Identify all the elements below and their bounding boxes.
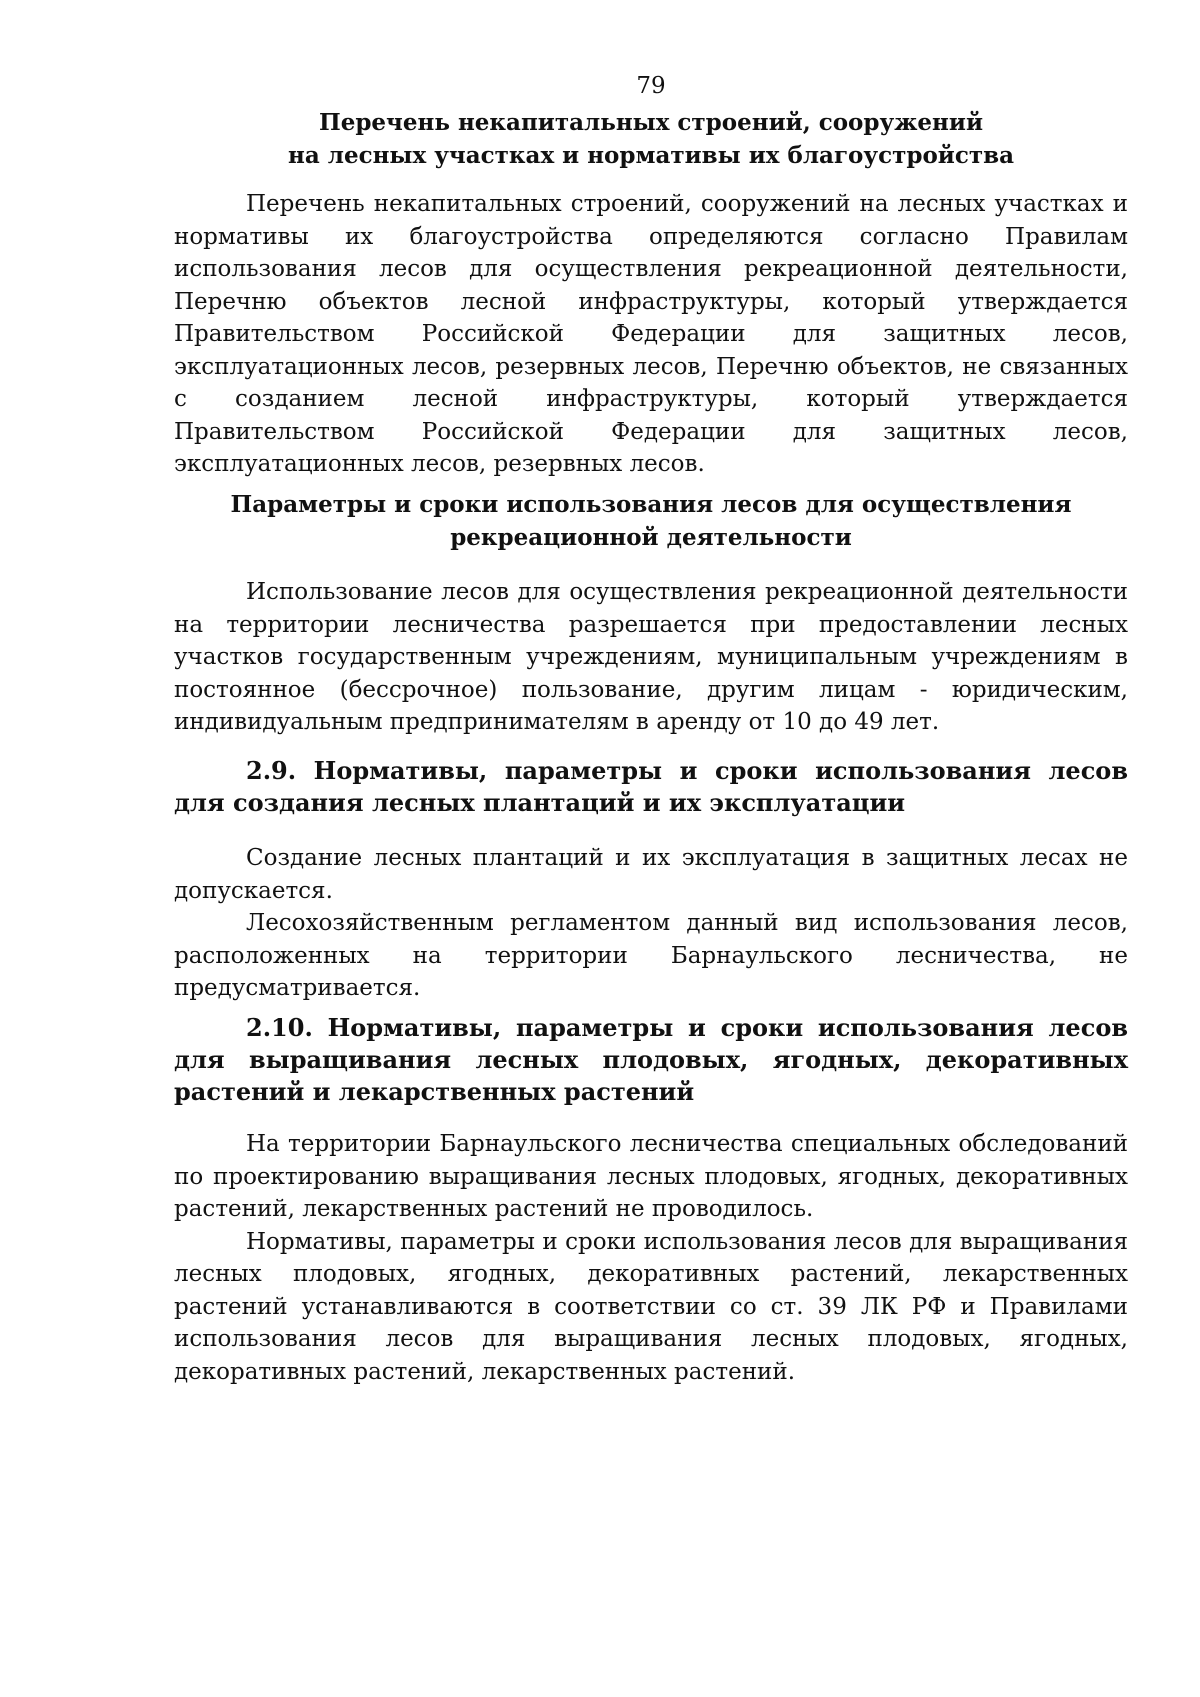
- heading-line-2: рекреационной деятельности: [450, 524, 852, 551]
- paragraph: Лесохозяйственным регламентом данный вид использования лесов, расположенных на территории Барнаульского лесничества, не предусматривается.: [174, 910, 1128, 1001]
- heading-line-1: Параметры и сроки использования лесов для осуществления: [230, 491, 1072, 518]
- heading-line-1: Перечень некапитальных строений, сооружений: [318, 109, 984, 136]
- section-2-10: [174, 1012, 1128, 1108]
- paragraph: Создание лесных плантаций и их эксплуатация в защитных лесах не допускается.: [174, 845, 1128, 904]
- section-heading: [174, 106, 1128, 172]
- section-noncapital-body: [174, 188, 1128, 481]
- section-recreation-params: [174, 488, 1128, 554]
- section-2-9-body: [174, 842, 1128, 1005]
- section-heading: [174, 488, 1128, 554]
- document-page: [174, 0, 1128, 1697]
- section-noncapital-structures: [174, 106, 1128, 172]
- heading-line-2: на лесных участках и нормативы их благоустройства: [288, 142, 1014, 169]
- section-recreation-body: [174, 576, 1128, 739]
- section-2-9: [174, 755, 1128, 819]
- paragraph: На территории Барнаульского лесничества специальных обследований по проектированию выращивания лесных плодовых, ягодных, декоративных растений, лекарственных растений не проводилось.: [174, 1131, 1128, 1222]
- paragraph: Перечень некапитальных строений, сооружений на лесных участках и нормативы их благоустройства определяются согласно Правилам использования лесов для осуществления рекреационной деятельности, Перечню объектов лесной инфраструктуры, который утверждается Правительством Российской Федерации для защитных лесов, эксплуатационных лесов, резервных лесов, Перечню объектов, не связанных с созданием лесной инфраструктуры, который утверждается Правительством Российской Федерации для защитных лесов, эксплуатационных лесов, резервных лесов.: [174, 191, 1128, 477]
- page-number: 79: [636, 73, 666, 99]
- section-2-10-body: [174, 1128, 1128, 1388]
- paragraph: Нормативы, параметры и сроки использования лесов для выращивания лесных плодовых, ягодных, декоративных растений, лекарственных растений устанавливаются в соответствии со ст. 39 ЛК РФ и Правилами использования лесов для выращивания лесных плодовых, ягодных, декоративных растений, лекарственных растений.: [174, 1228, 1128, 1385]
- section-heading: 2.10. Нормативы, параметры и сроки использования лесов для выращивания лесных плодовых, ягодных, декоративных растений и лекарственных растений: [174, 1013, 1128, 1106]
- paragraph: Использование лесов для осуществления рекреационной деятельности на территории лесничества разрешается при предоставлении лесных участков государственным учреждениям, муниципальным учреждениям в постоянное (бессрочное) пользование, другим лицам - юридическим, индивидуальным предпринимателям в аренду от 10 до 49 лет.: [174, 579, 1128, 735]
- section-heading: 2.9. Нормативы, параметры и сроки использования лесов для создания лесных плантаций и их эксплуатации: [174, 756, 1128, 817]
